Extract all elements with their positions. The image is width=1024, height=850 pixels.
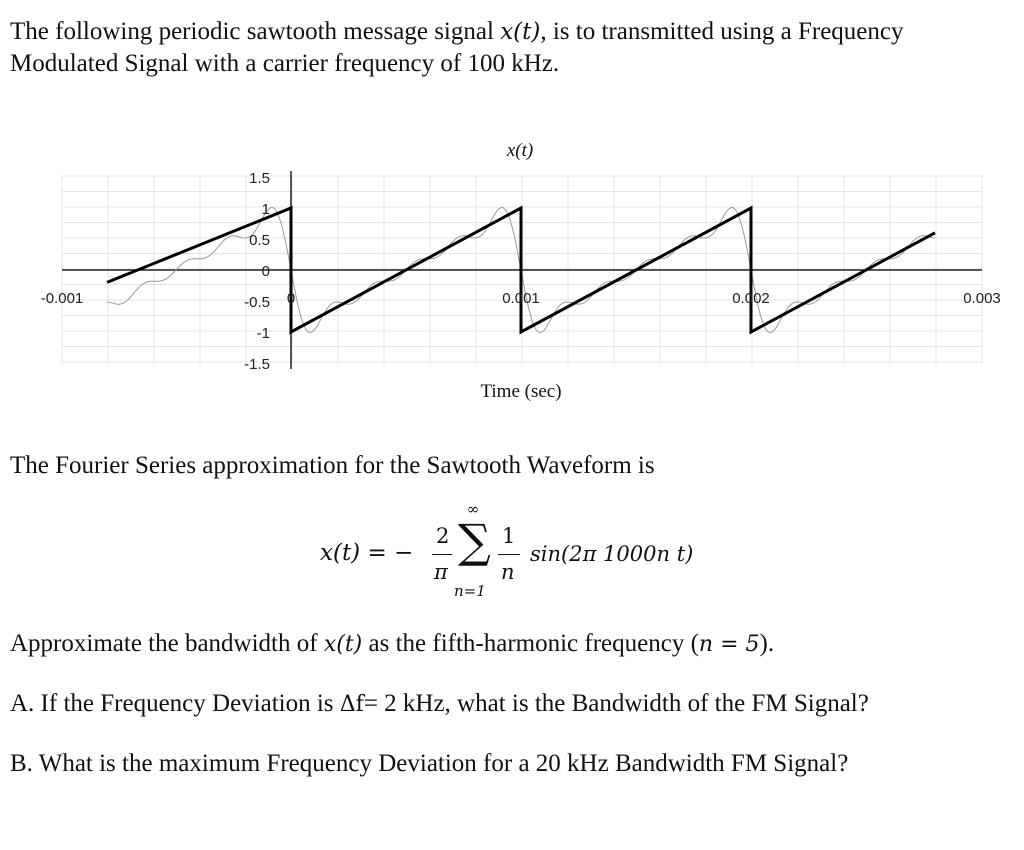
approx-signal-var: x(t)	[323, 632, 363, 657]
question-a	[10, 690, 869, 718]
sawtooth-chart	[0, 130, 1024, 410]
y-tick-label: -0.5	[244, 294, 270, 311]
approximation-statement	[10, 630, 774, 658]
x-tick-label: -0.001	[40, 290, 84, 307]
formula-lhs: x(t) = −	[320, 540, 414, 566]
fourier-heading: The Fourier Series approximation for the Sawtooth Waveform is	[10, 452, 655, 479]
x-tick-label: 0	[286, 290, 296, 307]
fourier-formula	[320, 502, 740, 602]
intro-text-1: The following periodic sawtooth message signal	[10, 18, 501, 45]
intro-signal-var: x(t)	[500, 19, 541, 45]
question-b: B. What is the maximum Frequency Deviation for a 20 kHz Bandwidth FM Signal?	[10, 750, 849, 777]
question-a-text-2: = 2 kHz, what is the Bandwidth of the FM Signal?	[363, 690, 869, 717]
y-tick-label: 0.5	[249, 232, 270, 249]
y-tick-label: 0	[261, 263, 270, 280]
fraction-bar-2	[498, 554, 520, 555]
x-tick-label: 0.001	[502, 290, 540, 307]
y-tick-label: 1	[261, 201, 270, 218]
formula-numerator-2: 1	[502, 524, 516, 548]
x-axis-label: Time (sec)	[480, 381, 562, 402]
approx-n: n = 5	[698, 632, 760, 657]
approx-text-3: ).	[759, 630, 775, 657]
y-tick-label: -1.5	[244, 356, 270, 373]
fraction-bar	[432, 554, 452, 555]
y-tick-label: 1.5	[249, 170, 270, 187]
x-tick-label: 0.003	[963, 290, 1001, 307]
intro-text-2: , is to transmitted using a Frequency Modulated Signal with a carrier frequency of 100 kHz.	[10, 18, 904, 77]
formula-sine-term: sin(2π 1000n t)	[530, 542, 694, 566]
summation-symbol: ∑	[458, 514, 491, 568]
problem-intro	[10, 16, 1010, 79]
formula-denominator-2: n	[501, 560, 515, 584]
question-a-delta-f: Δf	[339, 692, 364, 717]
approx-text-2: as the fifth-harmonic frequency (	[362, 630, 699, 657]
y-tick-label: -1	[256, 325, 270, 342]
chart-title: x(t)	[506, 140, 534, 161]
sum-upper-limit: ∞	[466, 500, 480, 518]
formula-numerator: 2	[436, 524, 450, 548]
formula-denominator: π	[434, 560, 448, 584]
sum-lower-limit: n=1	[454, 582, 486, 600]
x-tick-label: 0.002	[732, 290, 770, 307]
approx-text-1: Approximate the bandwidth of	[10, 630, 324, 657]
question-a-text-1: A. If the Frequency Deviation is	[10, 690, 340, 717]
